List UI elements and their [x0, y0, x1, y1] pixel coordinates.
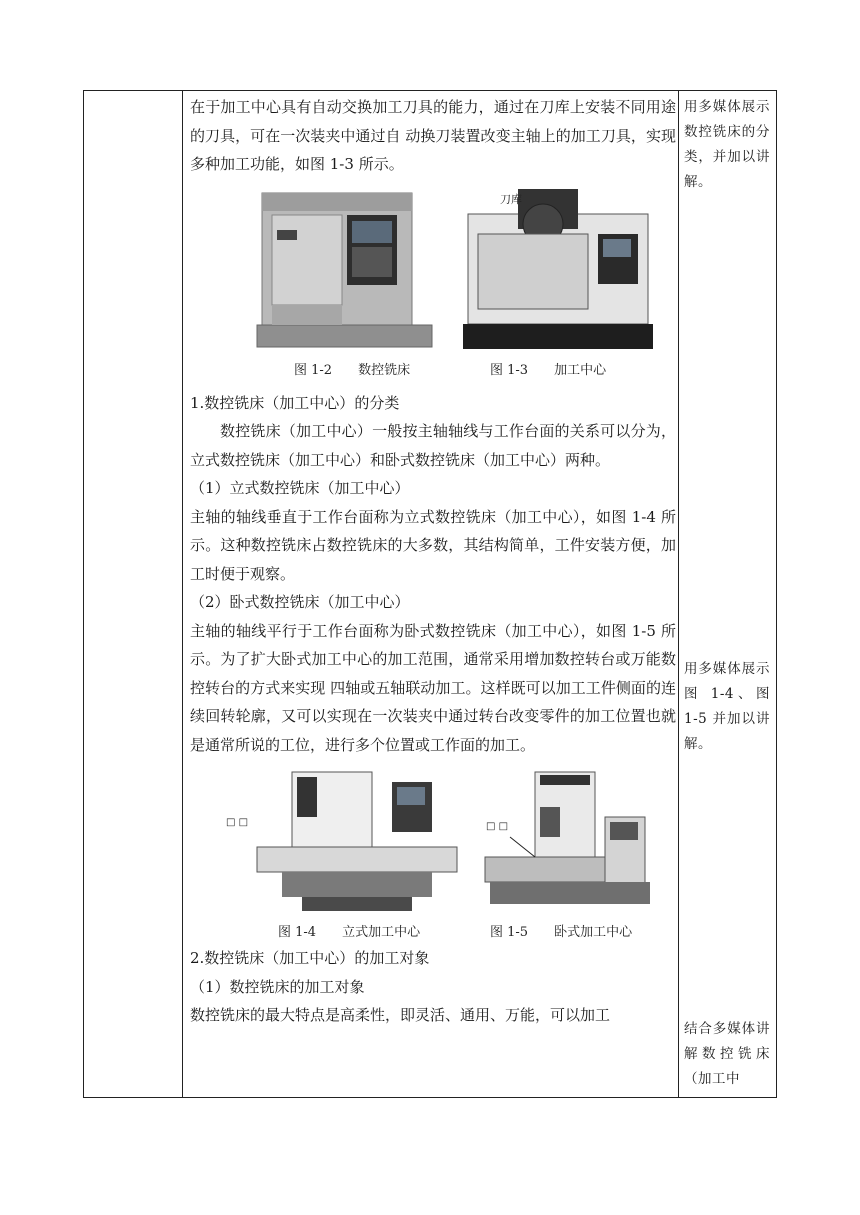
main-content-cell [190, 93, 676, 1030]
lesson-table [83, 90, 777, 1098]
subheading-2: （2）卧式数控铣床（加工中心） [190, 593, 410, 611]
teaching-note-1: 用多媒体展示数控铣床的分类，并加以讲解。 [684, 99, 770, 190]
paragraph-2: 数控铣床（加工中心）一般按主轴轴线与工作台面的关系可以分为，立式数控铣床（加工中心）和卧式数控铣床（加工中心）两种。 [190, 422, 676, 469]
teaching-note-2: 用多媒体展示图 1-4、图 1-5 并加以讲解。 [684, 661, 770, 752]
paragraph-1: 在于加工中心具有自动交换加工刀具的能力，通过在刀库上安装不同用途的刀具，可在一次装夹中通过自 动换刀装置改变主轴上的加工刀具，实现多种加工功能，如图 1-3 所示。 [190, 98, 676, 173]
subheading-1: （1）立式数控铣床（加工中心） [190, 479, 410, 497]
machining-center-image [458, 179, 658, 355]
horizontal-machining-center-image [480, 767, 660, 917]
paragraph-5: 数控铣床的最大特点是高柔性，即灵活、通用、万能，可以加工 [190, 1006, 611, 1024]
vertical-machining-center-image [242, 767, 462, 917]
figure-1-5-caption: 图 1-5 卧式加工中心 [490, 925, 633, 940]
figure-1-2-caption: 图 1-2 数控铣床 [294, 362, 411, 378]
section-heading-1: 1.数控铣床（加工中心）的分类 [190, 393, 400, 412]
column-divider-1 [182, 91, 183, 1097]
annotation-label-b: □ □ [486, 821, 509, 832]
subheading-3: （1）数控铣床的加工对象 [190, 977, 365, 996]
paragraph-4: 主轴的轴线平行于工作台面称为卧式数控铣床（加工中心），如图 1-5 所示。为了扩大卧式加工中心的加工范围，通常采用增加数控转台或万能数控转台的方式来实现 四轴或五轴联动加工。这样既可以加工工件侧面的连续回转轮廓，又可以实现在一次装夹中通过转台改变零件的加工位置也就是通常所说的工位，进行多个位置或工作面的加工。 [190, 621, 676, 754]
annotation-label-a: □ □ [226, 817, 249, 828]
tool-magazine-label: 刀库 [500, 192, 522, 206]
figure-1-3-caption: 图 1-3 加工中心 [490, 362, 607, 378]
paragraph-3: 主轴的轴线垂直于工作台面称为立式数控铣床（加工中心），如图 1-4 所示。这种数控铣床占数控铣床的大多数，其结构简单，工件安装方便，加工时便于观察。 [190, 507, 676, 583]
figure-row-top [190, 179, 676, 389]
teaching-note-3: 结合多媒体讲解数控铣床（加工中 [684, 1021, 770, 1087]
figure-1-4-caption: 图 1-4 立式加工中心 [278, 925, 421, 940]
section-heading-2: 2.数控铣床（加工中心）的加工对象 [190, 949, 430, 967]
figure-row-bottom [190, 759, 676, 944]
cnc-milling-machine-image [242, 185, 442, 355]
column-divider-2 [678, 91, 679, 1097]
